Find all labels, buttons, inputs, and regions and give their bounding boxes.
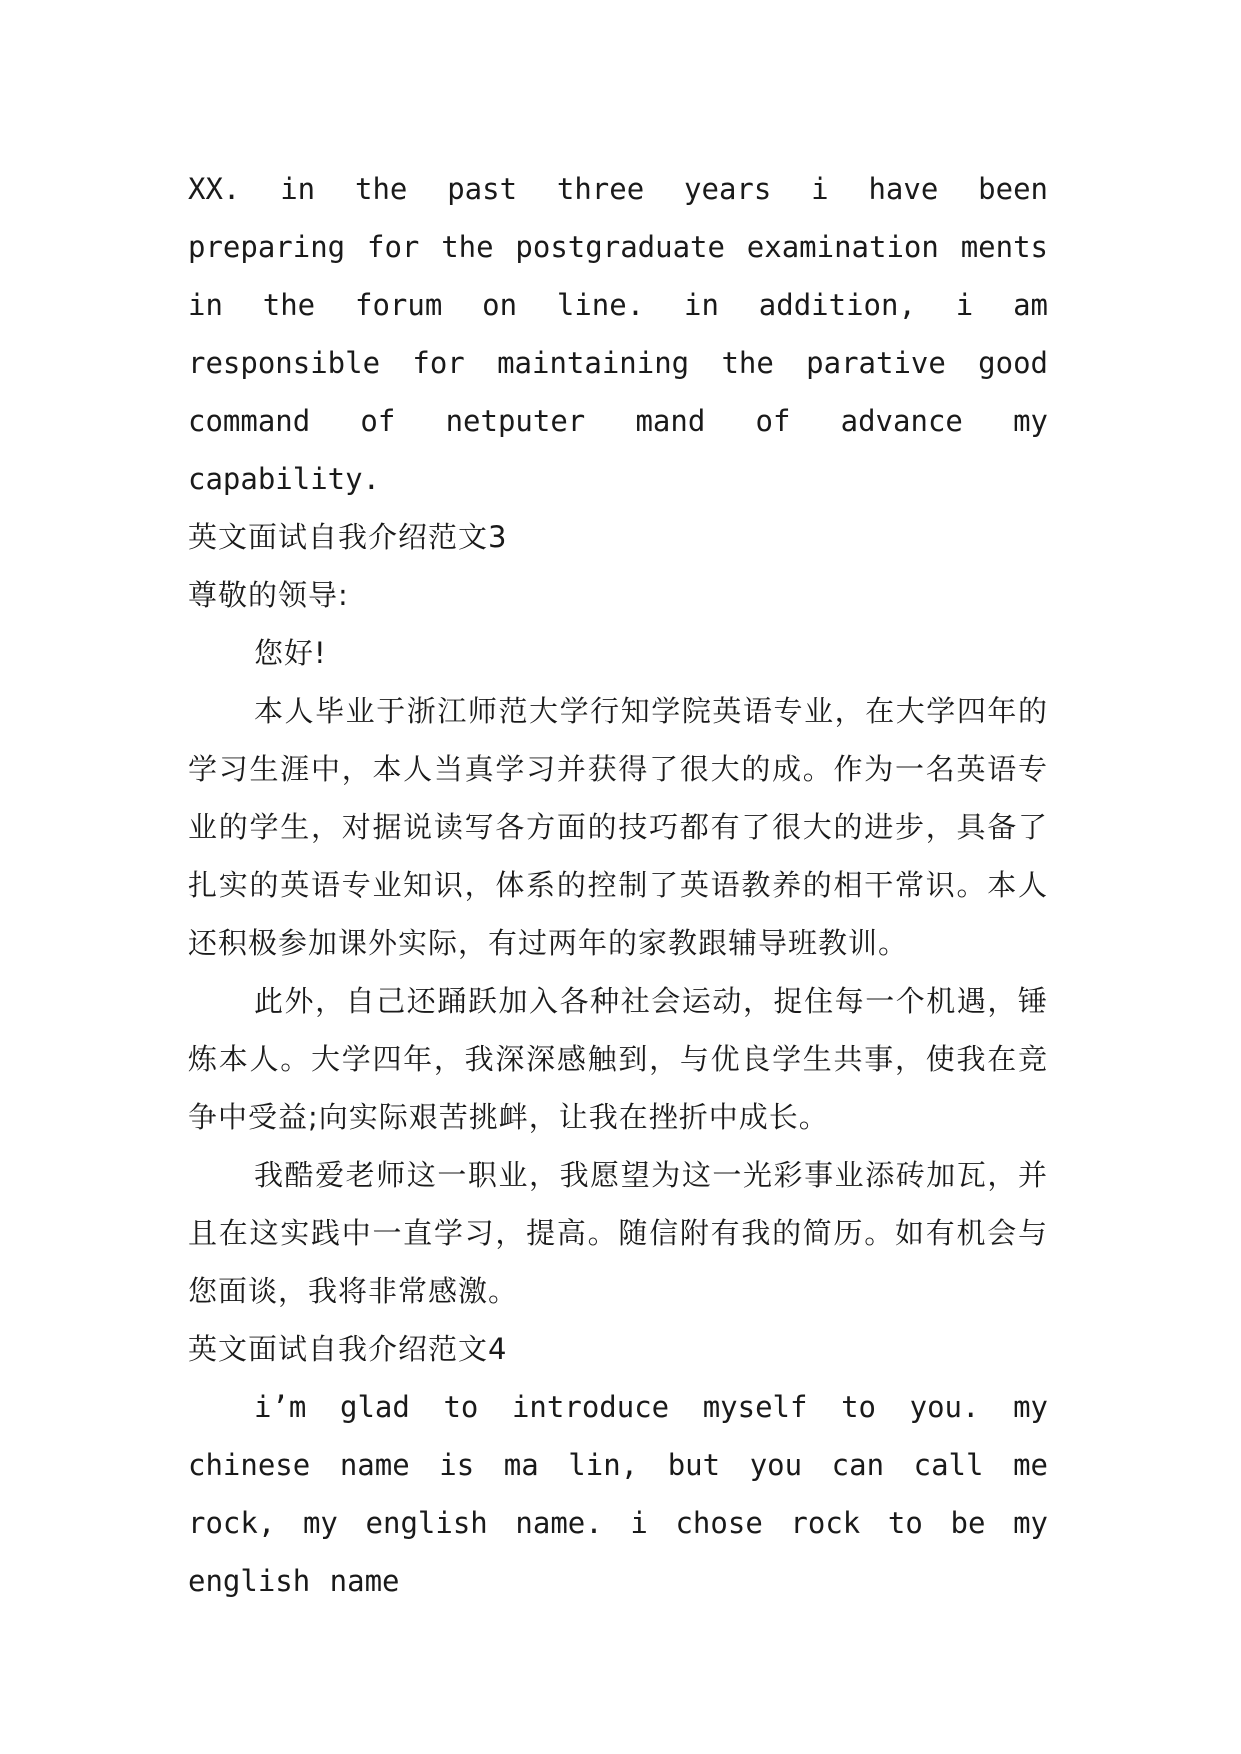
english-paragraph-bottom: i’m glad to introduce myself to you. my chinese name is ma lin, but you can call me rock, my english name. i chose rock to be my english name [188,1390,1048,1598]
english-paragraph-top: XX. in the past three years i have been preparing for the postgraduate examination ments in the forum on line. in addition, i am responsible for maintaining the parative good command of netputer mand of advance my capability. [188,172,1048,496]
paragraph-education: 本人毕业于浙江师范大学行知学院英语专业，在大学四年的学习生涯中，本人当真学习并获得了很大的成。作为一名英语专业的学生，对据说读写各方面的技巧都有了很大的进步，具备了扎实的英语专业知识，体系的控制了英语教养的相干常识。本人还积极参加课外实际，有过两年的家教跟辅导班教训。 [188,694,1048,960]
section-heading-4: 英文面试自我介绍范文4 [188,1332,508,1366]
greeting: 您好! [254,636,327,670]
salutation: 尊敬的领导: [188,578,349,612]
paragraph-closing: 我酷爱老师这一职业，我愿望为这一光彩事业添砖加瓦，并且在这实践中一直学习，提高。随信附有我的简历。如有机会与您面谈，我将非常感激。 [188,1158,1048,1308]
paragraph-activities: 此外，自己还踊跃加入各种社会运动，捉住每一个机遇，锤炼本人。大学四年，我深深感触到，与优良学生共事，使我在竞争中受益;向实际艰苦挑衅，让我在挫折中成长。 [188,984,1048,1134]
document-body [188,160,1048,1610]
section-heading-3: 英文面试自我介绍范文3 [188,520,508,554]
